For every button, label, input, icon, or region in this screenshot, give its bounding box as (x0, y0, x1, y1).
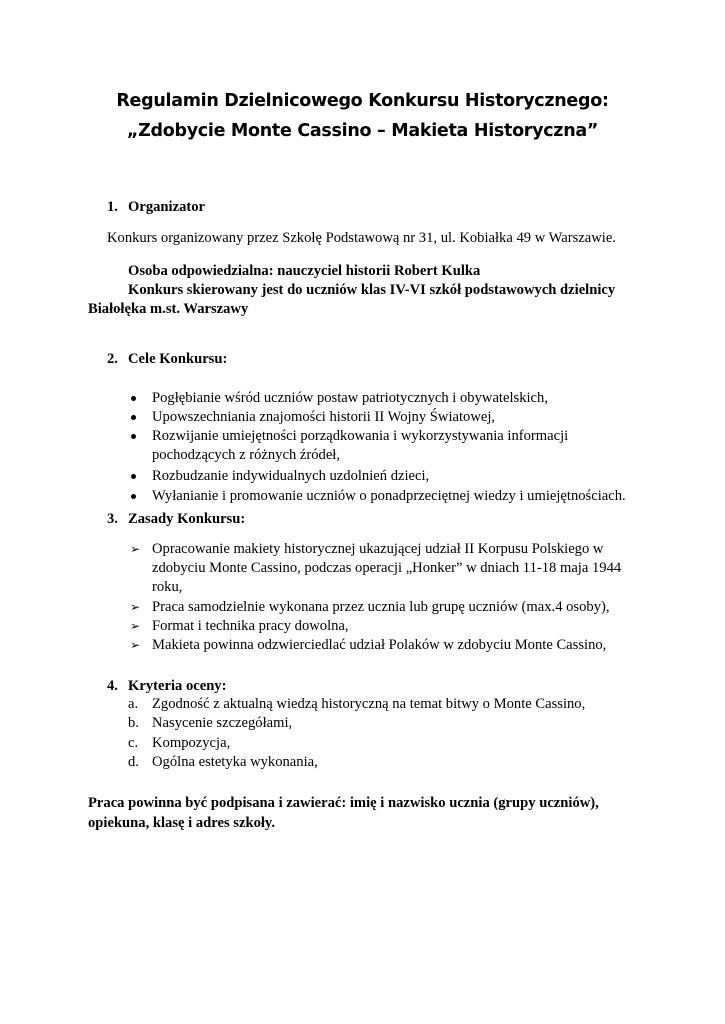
section2-heading: Cele Konkursu: (128, 351, 228, 367)
section1-number: 1. (107, 199, 118, 215)
goal-item: Rozbudzanie indywidualnych uzdolnień dzieci, (152, 468, 430, 484)
responsible-person: Osoba odpowiedzialna: nauczyciel historii Robert Kulka (128, 263, 481, 279)
section4-heading: Kryteria oceny: (128, 678, 227, 694)
rule-item-continuation: roku, (152, 579, 183, 595)
document-title-line1: Regulamin Dzielnicowego Konkursu Historycznego: (116, 91, 609, 111)
section2-number: 2. (107, 351, 118, 367)
criteria-item: Nasycenie szczegółami, (152, 715, 293, 731)
rule-item-continuation: zdobyciu Monte Cassino, podczas operacji „Honker” w dniach 11-18 maja 1944 (152, 560, 622, 576)
bullet-icon (131, 434, 136, 439)
rule-item: Makieta powinna odzwierciedlać udział Polaków w zdobyciu Monte Cassino, (152, 637, 607, 653)
criteria-item: Kompozycja, (152, 735, 231, 751)
criteria-letter: d. (128, 754, 139, 770)
arrow-bullet-icon: ➢ (130, 638, 141, 652)
goal-item-continuation: pochodzących z różnych źródeł, (152, 447, 341, 463)
section1-heading: Organizator (128, 199, 206, 215)
bullet-icon (131, 396, 136, 401)
bullet-icon (131, 474, 136, 479)
target-audience-line1: Konkurs skierowany jest do uczniów klas IV-VI szkół podstawowych dzielnicy (128, 282, 616, 298)
document-title-line2: „Zdobycie Monte Cassino – Makieta Historyczna” (126, 121, 599, 141)
bullet-icon (131, 494, 136, 499)
criteria-letter: a. (128, 696, 139, 712)
goal-item: Upowszechniania znajomości historii II Wojny Światowej, (152, 409, 496, 425)
target-audience-line2: Białołęka m.st. Warszawy (88, 301, 249, 317)
arrow-bullet-icon: ➢ (130, 542, 141, 556)
bullet-icon (131, 415, 136, 420)
goal-item: Rozwijanie umiejętności porządkowania i wykorzystywania informacji (152, 428, 569, 444)
criteria-item: Ogólna estetyka wykonania, (152, 754, 318, 770)
organizer-text: Konkurs organizowany przez Szkołę Podstawową nr 31, ul. Kobiałka 49 w Warszawie. (107, 230, 616, 246)
arrow-bullet-icon: ➢ (130, 600, 141, 614)
section4-number: 4. (107, 678, 118, 694)
criteria-letter: b. (128, 715, 139, 731)
closing-note-line1: Praca powinna być podpisana i zawierać: imię i nazwisko ucznia (grupy uczniów), (88, 795, 599, 811)
rule-item: Format i technika pracy dowolna, (152, 618, 349, 634)
rule-item: Opracowanie makiety historycznej ukazującej udział II Korpusu Polskiego w (152, 541, 604, 557)
section3-number: 3. (107, 511, 118, 527)
criteria-item: Zgodność z aktualną wiedzą historyczną na temat bitwy o Monte Cassino, (152, 696, 586, 712)
section3-heading: Zasady Konkursu: (128, 511, 246, 527)
goal-item: Pogłębianie wśród uczniów postaw patriotycznych i obywatelskich, (152, 390, 548, 406)
rule-item: Praca samodzielnie wykonana przez ucznia lub grupę uczniów (max.4 osoby), (152, 599, 610, 615)
arrow-bullet-icon: ➢ (130, 619, 141, 633)
criteria-letter: c. (128, 735, 139, 751)
closing-note-line2: opiekuna, klasę i adres szkoły. (88, 815, 276, 831)
goal-item: Wyłanianie i promowanie uczniów o ponadprzeciętnej wiedzy i umiejętnościach. (152, 488, 626, 504)
